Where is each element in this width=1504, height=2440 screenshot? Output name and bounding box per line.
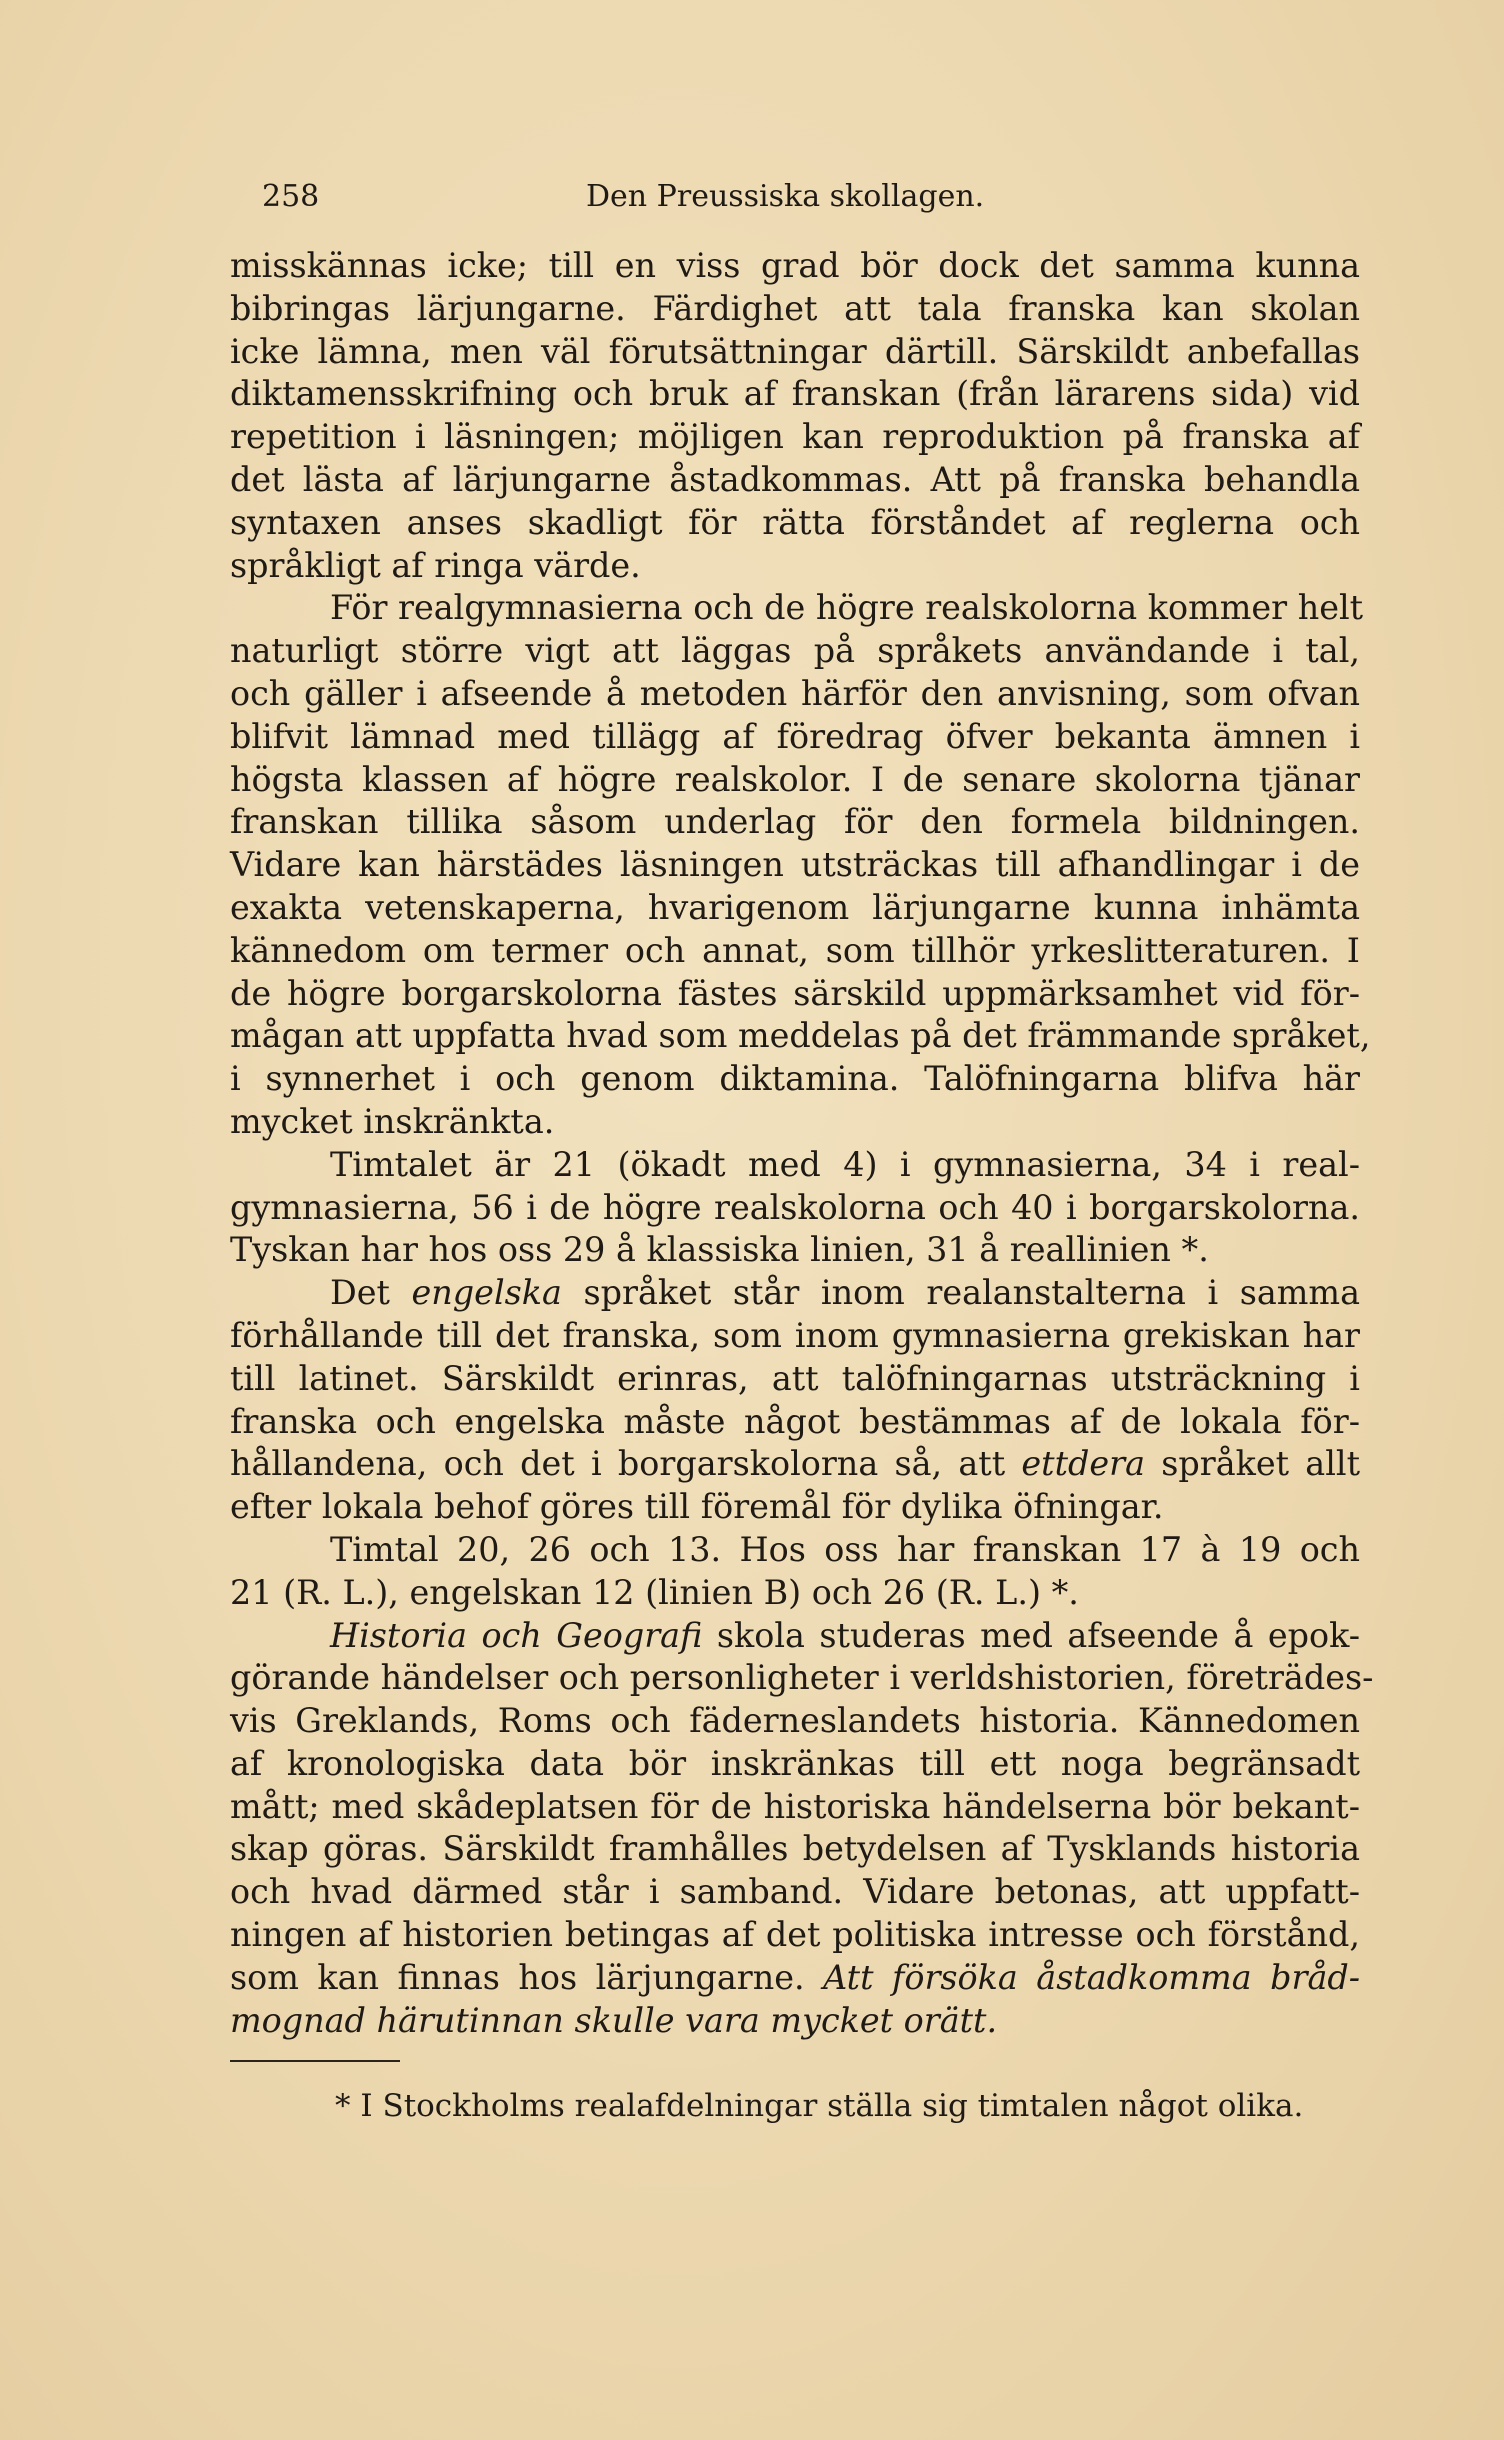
- text-line: [230, 2000, 1360, 2043]
- text-line: 21 (R. L.), engelskan 12 (linien B) och 26 (R. L.) *.: [230, 1572, 1079, 1612]
- running-title: Den Preussiska skollagen.: [586, 179, 985, 214]
- text-segment: skola studeras med afseende å epok-: [702, 1615, 1361, 1655]
- text-line: af kronologiska data bör inskränkas till ett noga begränsadt: [230, 1743, 1360, 1783]
- text-line: franskan tillika såsom underlag för den formela bildningen.: [230, 802, 1360, 842]
- emphasis-text: Att försöka åstadkomma bråd-: [823, 1957, 1361, 1997]
- text-line: repetition i läsningen; möjligen kan reproduktion på franska af: [230, 417, 1360, 457]
- page-header: [230, 175, 1410, 225]
- text-line: högsta klassen af högre realskolor. I de senare skolorna tjänar: [230, 759, 1360, 799]
- text-line: bibringas lärjungarne. Färdighet att tala franska kan skolan: [230, 288, 1360, 328]
- text-line: i synnerhet i och genom diktamina. Talöfningarna blifva här: [230, 1059, 1360, 1099]
- text-line: gymnasierna, 56 i de högre realskolorna och 40 i borgarskolorna.: [230, 1187, 1360, 1227]
- page-number: 258: [262, 179, 320, 214]
- text-line: det lästa af lärjungarne åstadkommas. Att på franska behandla: [230, 459, 1360, 499]
- text-line: görande händelser och personligheter i verldshistorien, företrädes-: [230, 1658, 1374, 1698]
- text-line: misskännas icke; till en viss grad bör dock det samma kunna: [230, 246, 1360, 285]
- footnote-divider: [230, 2060, 400, 2062]
- text-line: franska och engelska måste något bestämmas af de lokala för-: [230, 1401, 1360, 1441]
- text-line: ningen af historien betingas af det politiska intresse och förstånd,: [230, 1915, 1360, 1955]
- footnote: * I Stockholms realafdelningar ställa sig timtalen något olika.: [335, 2088, 1304, 2124]
- emphasis-text: ettdera: [1021, 1444, 1145, 1484]
- text-line: kännedom om termer och annat, som tillhör yrkeslitteraturen. I: [230, 930, 1360, 970]
- text-line: till latinet. Särskildt erinras, att talöfningarnas utsträckning i: [230, 1358, 1360, 1398]
- text-segment: hållandena, och det i borgarskolorna så, att: [230, 1444, 1022, 1484]
- text-line: För realgymnasierna och de högre realskolorna kommer helt: [330, 588, 1364, 628]
- text-line: [230, 1272, 1360, 1315]
- emphasis-text: mognad härutinnan skulle vara mycket orätt.: [230, 2000, 998, 2040]
- text-line: [230, 1615, 1360, 1658]
- text-line: skap göras. Särskildt framhålles betydelsen af Tysklands historia: [230, 1829, 1360, 1869]
- text-segment: som kan finnas hos lärjungarne.: [230, 1957, 824, 1997]
- text-line: [230, 1443, 1360, 1486]
- text-line: Timtalet är 21 (ökadt med 4) i gymnasierna, 34 i real-: [330, 1144, 1360, 1184]
- text-line: diktamensskrifning och bruk af franskan (från lärarens sida) vid: [230, 374, 1360, 414]
- text-line: förhållande till det franska, som inom gymnasierna grekiskan har: [230, 1315, 1360, 1355]
- text-line: språkligt af ringa värde.: [230, 545, 641, 585]
- emphasis-text: Historia och Geografi: [330, 1615, 703, 1655]
- text-line: exakta vetenskaperna, hvarigenom lärjungarne kunna inhämta: [230, 887, 1360, 927]
- text-line: syntaxen anses skadligt för rätta förståndet af reglerna och: [230, 502, 1360, 542]
- text-segment: Det: [330, 1273, 412, 1313]
- emphasis-text: engelska: [411, 1273, 562, 1313]
- text-line: mågan att uppfatta hvad som meddelas på det främmande språket,: [230, 1016, 1371, 1056]
- text-line: de högre borgarskolorna fästes särskild uppmärksamhet vid för-: [230, 973, 1360, 1013]
- body-text: [230, 245, 1374, 2042]
- text-line: Tyskan har hos oss 29 å klassiska linien, 31 å reallinien *.: [230, 1230, 1209, 1270]
- text-line: och gäller i afseende å metoden härför den anvisning, som ofvan: [230, 673, 1360, 713]
- text-line: Timtal 20, 26 och 13. Hos oss har franskan 17 à 19 och: [330, 1529, 1360, 1569]
- text-line: blifvit lämnad med tillägg af föredrag öfver bekanta ämnen i: [230, 716, 1360, 756]
- text-line: vis Greklands, Roms och fäderneslandets historia. Kännedomen: [230, 1701, 1360, 1741]
- text-line: naturligt större vigt att läggas på språkets användande i tal,: [230, 631, 1360, 671]
- text-line: mått; med skådeplatsen för de historiska händelserna bör bekant-: [230, 1786, 1360, 1826]
- text-segment: språket allt: [1145, 1444, 1360, 1484]
- text-line: Vidare kan härstädes läsningen utsträckas till afhandlingar i de: [230, 845, 1360, 885]
- text-line: [230, 1957, 1360, 2000]
- text-line: efter lokala behof göres till föremål för dylika öfningar.: [230, 1487, 1164, 1527]
- text-segment: språket står inom realanstalterna i samma: [561, 1273, 1360, 1313]
- text-line: mycket inskränkta.: [230, 1101, 555, 1141]
- text-line: och hvad därmed står i samband. Vidare betonas, att uppfatt-: [230, 1872, 1360, 1912]
- text-line: icke lämna, men väl förutsättningar därtill. Särskildt anbefallas: [230, 331, 1360, 371]
